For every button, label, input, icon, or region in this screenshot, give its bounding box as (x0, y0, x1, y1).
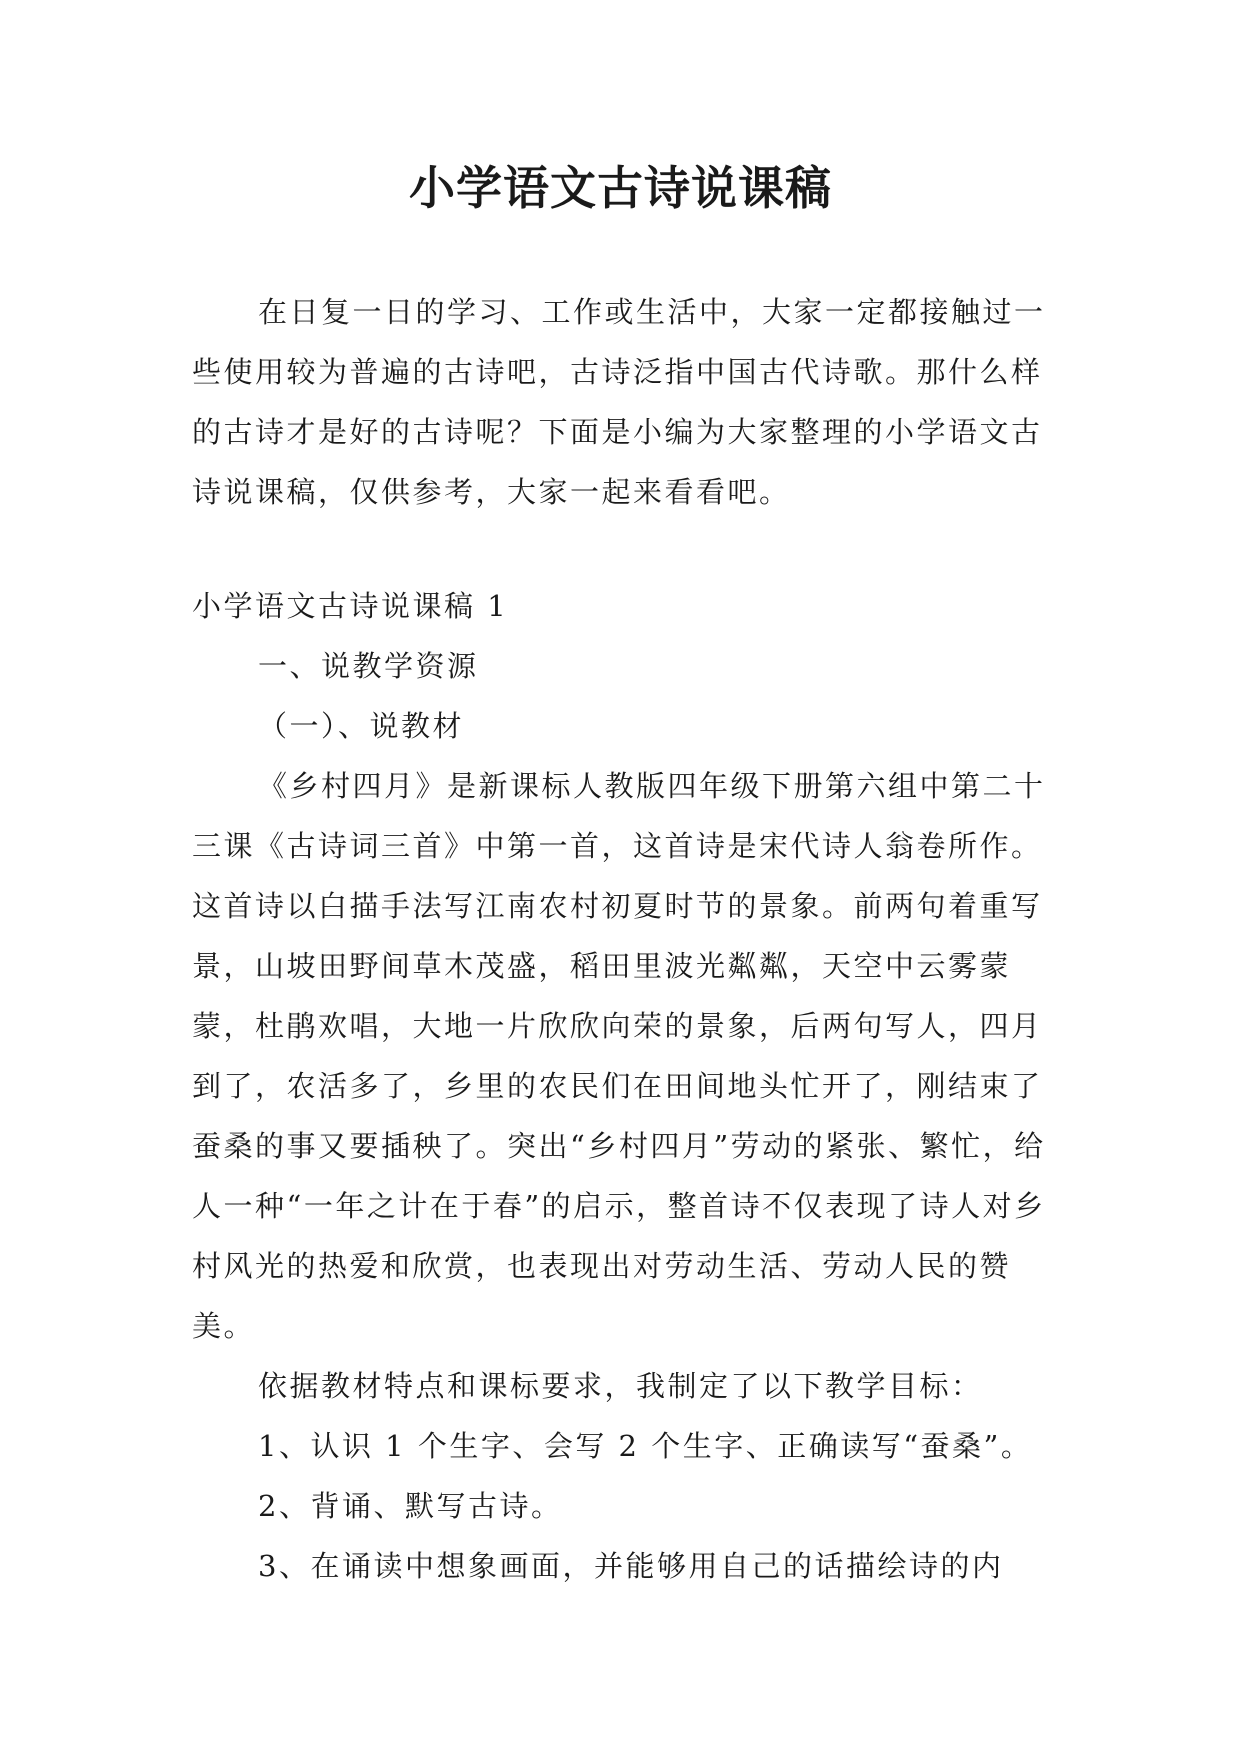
goal-item-1: 1、认识 1 个生字、会写 2 个生字、正确读写“蚕桑”。 (258, 1429, 1033, 1463)
intro-paragraph: 在日复一日的学习、工作或生活中，大家一定都接触过一些使用较为普遍的古诗吧，古诗泛指中国古代诗歌。那什么样的古诗才是好的古诗呢？下面是小编为大家整理的小学语文古诗说课稿，仅供参考，大家一起来看看吧。 (192, 295, 1046, 509)
goals-intro-paragraph: 依据教材特点和课标要求，我制定了以下教学目标： (258, 1369, 983, 1403)
material-paragraph: 《乡村四月》是新课标人教版四年级下册第六组中第二十三课《古诗词三首》中第一首，这首诗是宋代诗人翁卷所作。这首诗以白描手法写江南农村初夏时节的景象。前两句着重写景，山坡田野间草木茂盛，稻田里波光粼粼，天空中云雾蒙蒙，杜鹃欢唱，大地一片欣欣向荣的景象，后两句写人，四月到了，农活多了，乡里的农民们在田间地头忙开了，刚结束了蚕桑的事又要插秧了。突出“乡村四月”劳动的紧张、繁忙，给人一种“一年之计在于春”的启示，整首诗不仅表现了诗人对乡村风光的热爱和欣赏，也表现出对劳动生活、劳动人民的赞美。 (192, 769, 1046, 1343)
document-title: 小学语文古诗说课稿 (409, 161, 832, 215)
goal-item-3: 3、在诵读中想象画面，并能够用自己的话描绘诗的内 (258, 1549, 1004, 1583)
section-heading: 小学语文古诗说课稿 1 (192, 589, 509, 623)
goal-item-2: 2、背诵、默写古诗。 (258, 1489, 563, 1523)
sub-subsection-heading: （一）、说教材 (258, 709, 465, 743)
subsection-heading: 一、说教学资源 (258, 649, 479, 683)
document-body (192, 282, 1058, 1596)
